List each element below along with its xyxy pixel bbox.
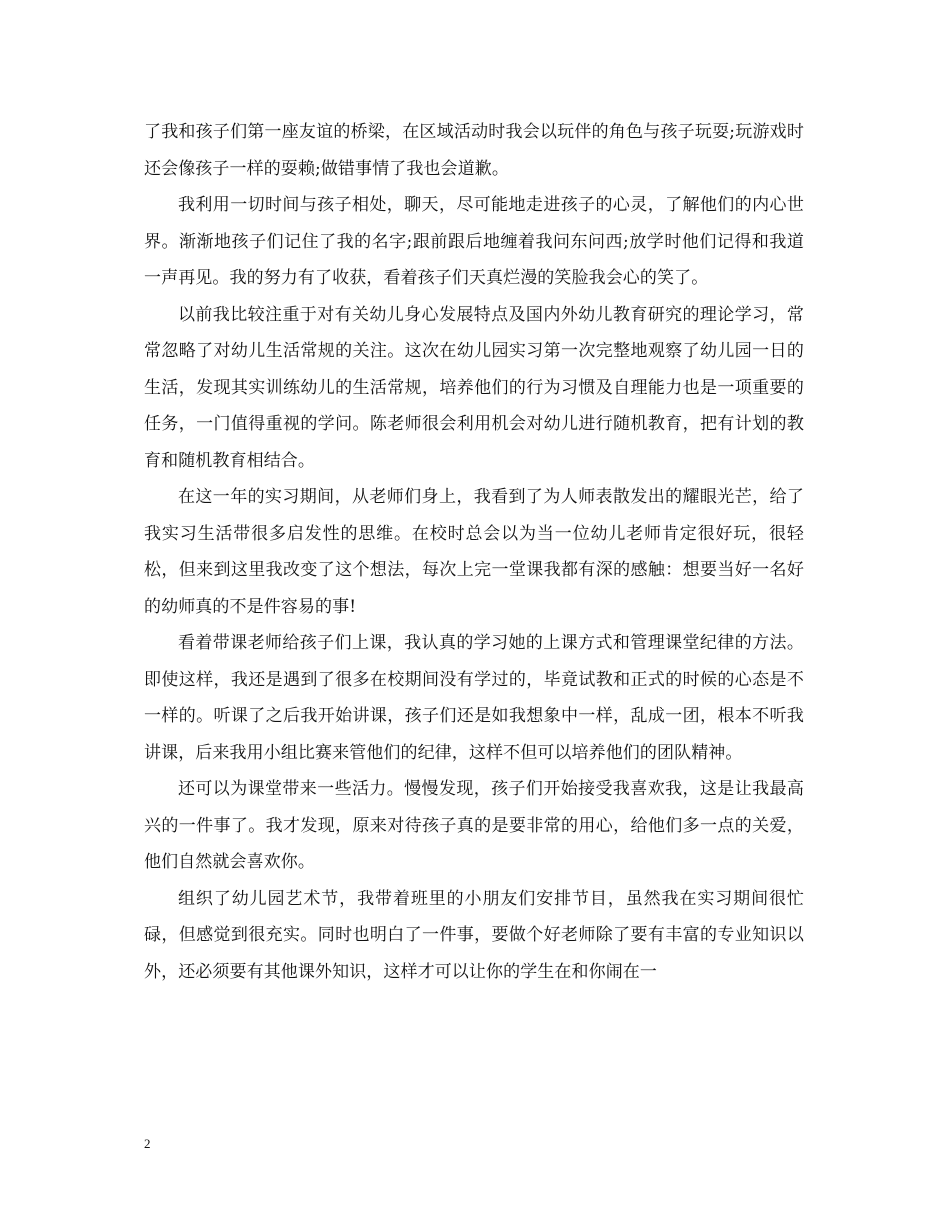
- paragraph-1: 了我和孩子们第一座友谊的桥梁，在区域活动时我会以玩伴的角色与孩子玩耍;玩游戏时还会像孩子一样的耍赖;做错事情了我也会道歉。: [144, 122, 804, 179]
- page-number: 2: [144, 1136, 151, 1151]
- paragraph-6: 还可以为课堂带来一些活力。慢慢发现，孩子们开始接受我喜欢我，这是让我最高兴的一件事了。我才发现，原来对待孩子真的是要非常的用心，给他们多一点的关爱，他们自然就会喜欢你。: [144, 779, 804, 872]
- paragraph-3: 以前我比较注重于对有关幼儿身心发展特点及国内外幼儿教育研究的理论学习，常常忽略了对幼儿生活常规的关注。这次在幼儿园实习第一次完整地观察了幼儿园一日的生活，发现其实训练幼儿的生活常规，培养他们的行为习惯及自理能力也是一项重要的任务，一门值得重视的学问。陈老师很会利用机会对幼儿进行随机教育，把有计划的教育和随机教育相结合。: [144, 304, 804, 471]
- paragraph-4: 在这一年的实习期间，从老师们身上，我看到了为人师表散发出的耀眼光芒，给了我实习生活带很多启发性的思维。在校时总会以为当一位幼儿老师肯定很好玩，很轻松，但来到这里我改变了这个想法，每次上完一堂课我都有深的感触：想要当好一名好的幼师真的不是件容易的事!: [144, 487, 804, 617]
- paragraph-5: 看着带课老师给孩子们上课，我认真的学习她的上课方式和管理课堂纪律的方法。即使这样，我还是遇到了很多在校期间没有学过的，毕竟试教和正式的时候的心态是不一样的。听课了之后我开始讲课，孩子们还是如我想象中一样，乱成一团，根本不听我讲课，后来我用小组比赛来管他们的纪律，这样不但可以培养他们的团队精神。: [144, 633, 804, 763]
- document-body: [144, 114, 804, 990]
- paragraph-2: 我利用一切时间与孩子相处，聊天，尽可能地走进孩子的心灵，了解他们的内心世界。渐渐地孩子们记住了我的名字;跟前跟后地缠着我问东问西;放学时他们记得和我道一声再见。我的努力有了收获，看着孩子们天真烂漫的笑脸我会心的笑了。: [144, 195, 804, 288]
- paragraph-7: 组织了幼儿园艺术节，我带着班里的小朋友们安排节目，虽然我在实习期间很忙碌，但感觉到很充实。同时也明白了一件事，要做个好老师除了要有丰富的专业知识以外，还必须要有其他课外知识，这样才可以让你的学生在和你闹在一: [144, 888, 804, 982]
